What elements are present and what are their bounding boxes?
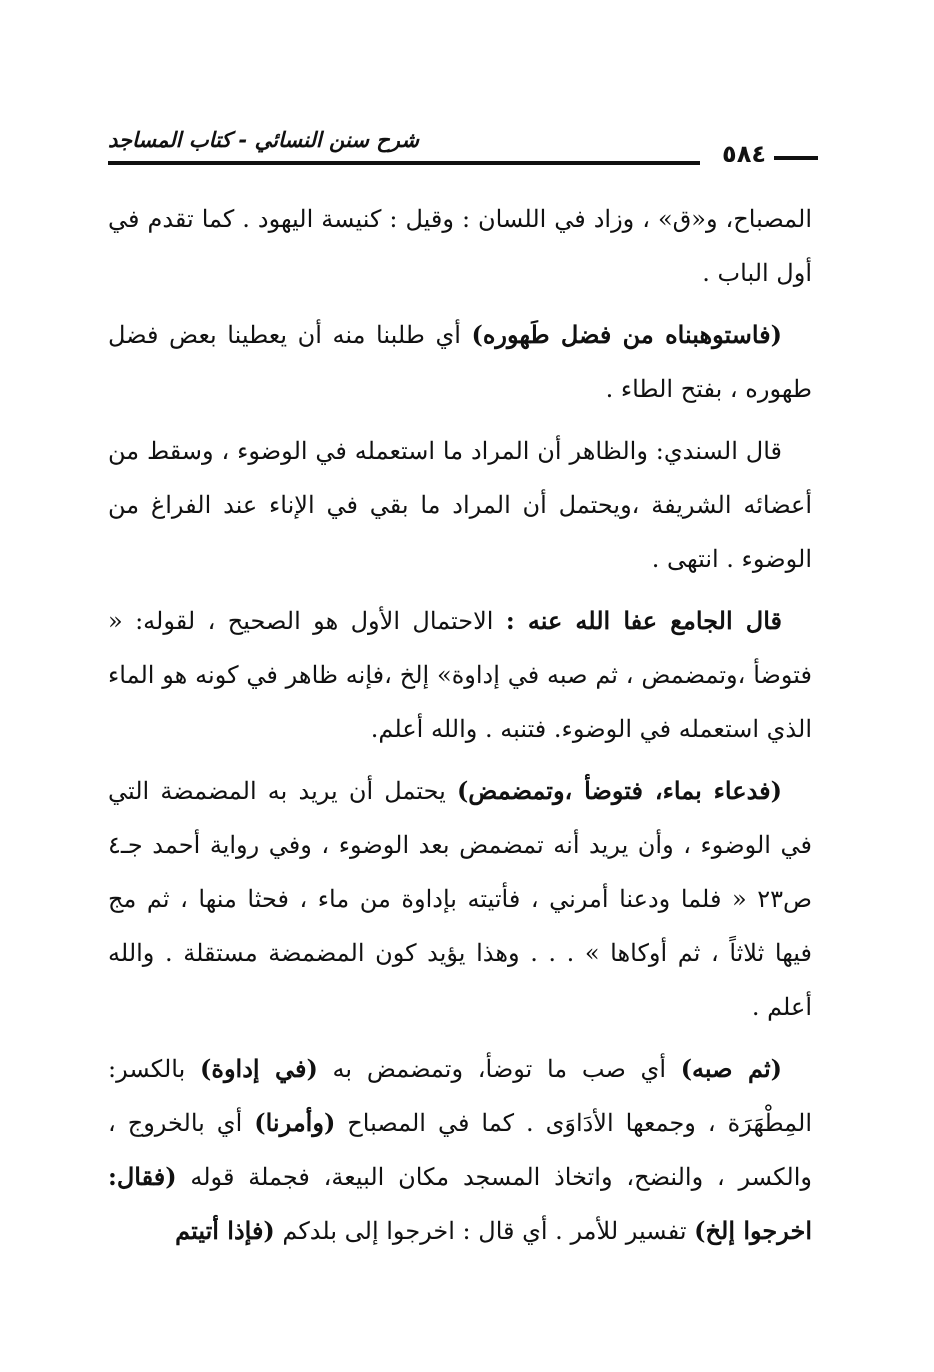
- paragraph-6-text-3: أي بالخروج ، والكسر ، والنضح، واتخاذ المسجد مكان البيعة، فجملة قوله: [108, 1109, 812, 1191]
- paragraph-6-term-amarana: (وأمرنا): [254, 1108, 336, 1137]
- paragraph-6-heading: (ثم صبه): [680, 1054, 782, 1083]
- paragraph-3: [108, 424, 812, 586]
- paragraph-6-text-1: أي صب ما توضأ، وتمضمض به: [317, 1055, 681, 1083]
- paragraph-5: [108, 764, 812, 1034]
- paragraph-4: [108, 594, 812, 756]
- paragraph-6: [108, 1042, 812, 1258]
- paragraph-3-text: قال السندي: والظاهر أن المراد ما استعمله في الوضوء ، وسقط من أعضائه الشريفة ،ويحتمل أن المراد ما بقي في الإناء عند الفراغ من الوضوء . انتهى .: [108, 437, 812, 573]
- header-dash: [774, 156, 818, 160]
- paragraph-6-term-idawa: (في إداوة): [200, 1054, 318, 1083]
- header-rule: [108, 161, 700, 165]
- paragraph-6-text-4: تفسير للأمر . أي قال : اخرجوا إلى بلدكم: [274, 1217, 695, 1245]
- running-header: [108, 125, 818, 175]
- paragraph-2-text: أي طلبنا منه أن يعطينا بعض فضل طهوره ، بفتح الطاء .: [108, 321, 812, 403]
- body-text: [108, 192, 812, 1266]
- paragraph-6-text-2: بالكسر: المِطْهَرَة ، وجمعها الأدَاوَى . كما في المصباح: [108, 1055, 812, 1137]
- paragraph-2-heading: (فاستوهبناه من فضل طَهوره): [471, 320, 782, 349]
- paragraph-4-text: الاحتمال الأول هو الصحيح ، لقوله: « فتوضأ ،وتمضمض ، ثم صبه في إداوة» إلخ ،فإنه ظاهر في كونه هو الماء الذي استعمله في الوضوء. فتنبه . والله أعلم.: [108, 607, 812, 743]
- paragraph-1-text: المصباح، و«ق» ، وزاد في اللسان : وقيل : كنيسة اليهود . كما تقدم في أول الباب .: [108, 205, 812, 287]
- paragraph-5-text: يحتمل أن يريد به المضمضة التي في الوضوء ، وأن يريد أنه تمضمض بعد الوضوء ، وفي رواية أحمد جـ٤ ص٢٣ « فلما ودعنا أمرني ، فأتيته بإداوة من ماء ، فحثا منها ، ثم مج فيها ثلاثاً ، ثم أوكاها » . . . وهذا يؤيد كون المضمضة مستقلة . والله أعلم .: [108, 777, 812, 1021]
- running-header-title: شرح سنن النسائي - كتاب المساجد: [108, 128, 419, 152]
- paragraph-2: [108, 308, 812, 416]
- paragraph-5-heading: (فدعاء بماء، فتوضأ ،وتمضمض): [456, 776, 782, 805]
- paragraph-1: [108, 192, 812, 300]
- paragraph-6-term-faqala: (فقال: اخرجوا إلخ): [108, 1162, 812, 1245]
- paragraph-6-term-faidha: (فإذا أتيتم: [175, 1216, 275, 1245]
- paragraph-4-heading: قال الجامع عفا الله عنه :: [505, 606, 782, 635]
- page-number: ٥٨٤: [722, 140, 766, 168]
